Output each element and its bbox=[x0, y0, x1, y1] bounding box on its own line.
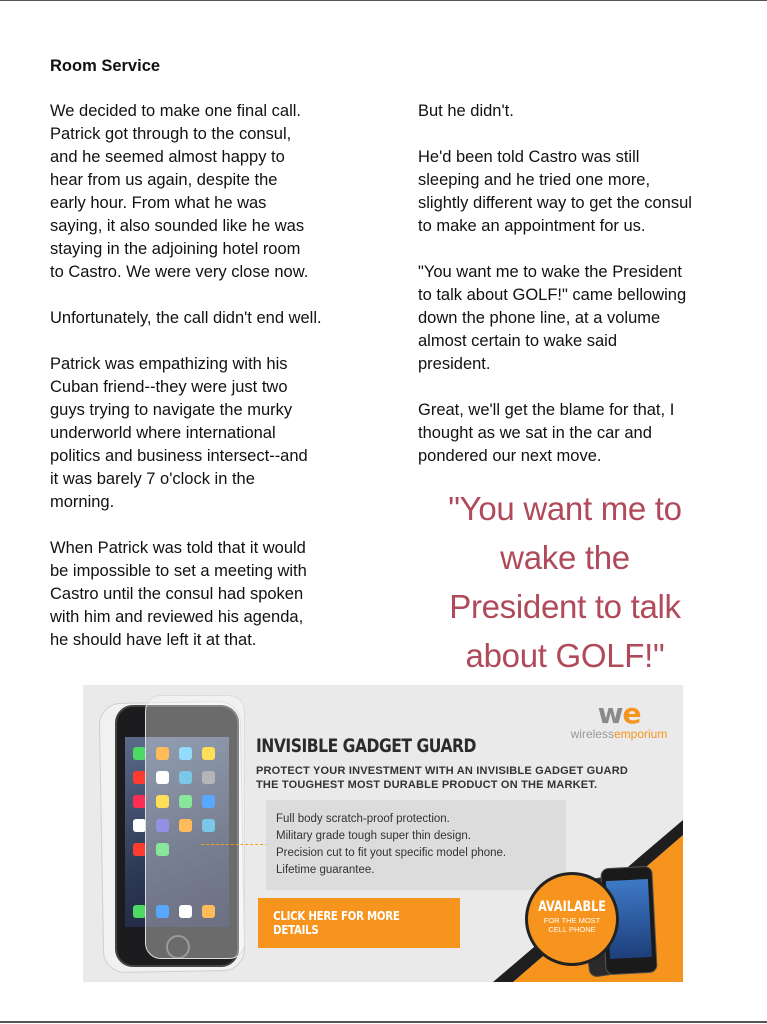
feature-item: Military grade tough super thin design. bbox=[276, 830, 471, 842]
logo-mark-w: w bbox=[597, 697, 623, 730]
left-column bbox=[50, 100, 380, 675]
paragraph: But he didn't. bbox=[418, 102, 514, 120]
bottom-border bbox=[0, 1021, 767, 1023]
available-badge bbox=[525, 872, 619, 966]
badge-caption: FOR THE MOST CELL PHONE bbox=[543, 916, 601, 934]
ad-title: INVISIBLE GADGET GUARD bbox=[256, 735, 476, 757]
more-details-label: CLICK HERE FOR MORE DETAILS bbox=[273, 909, 400, 937]
top-border bbox=[0, 0, 767, 1]
callout-line bbox=[201, 844, 273, 845]
pull-quote: "You want me to wake the President to talk about GOLF!" bbox=[448, 490, 682, 674]
screen-protector-overlay bbox=[145, 695, 245, 959]
feature-item: Full body scratch-proof protection. bbox=[276, 813, 450, 825]
brand-logo bbox=[565, 699, 673, 741]
paragraph: He'd been told Castro was still sleeping and he tried one more, slightly different way to get the consul to make an appointment for us. bbox=[418, 148, 692, 235]
logo-text-wireless: wireless bbox=[570, 727, 614, 741]
feature-item: Precision cut to fit yout specific model phone. bbox=[276, 847, 507, 859]
feature-list-box bbox=[266, 800, 566, 890]
feature-item: Lifetime guarantee. bbox=[276, 864, 375, 876]
paragraph: "You want me to wake the President to talk about GOLF!" came bellowing down the phone line, at a volume almost certain to wake said president. bbox=[418, 263, 687, 373]
paragraph: Great, we'll get the blame for that, I thought as we sat in the car and pondered our next move. bbox=[418, 401, 675, 465]
more-details-button[interactable] bbox=[258, 898, 460, 948]
paragraph: Patrick was empathizing with his Cuban friend--they were just two guys trying to navigate the murky underworld where international politics and business intersect--and it was barely 7 o'clock in the morning. bbox=[50, 355, 308, 511]
section-heading: Room Service bbox=[50, 57, 161, 75]
logo-text-emporium: emporium bbox=[613, 727, 668, 741]
paragraph: We decided to make one final call. Patrick got through to the consul, and he seemed almost happy to hear from us again, despite the early hour. From what he was saying, it also sounded like he was staying in the adjoining hotel room to Castro. We were very close now. bbox=[50, 102, 309, 281]
ad-banner[interactable] bbox=[83, 685, 683, 982]
ad-subtitle: PROTECT YOUR INVESTMENT WITH AN INVISIBLE GADGET GUARD THE TOUGHEST MOST DURABLE PRODUCT ON THE MARKET. bbox=[256, 765, 628, 791]
badge-title: AVAILABLE bbox=[538, 899, 606, 915]
paragraph: When Patrick was told that it would be impossible to set a meeting with Castro until the consul had spoken with him and reviewed his agenda, he should have left it at that. bbox=[50, 539, 307, 649]
right-column bbox=[418, 100, 738, 491]
logo-mark-e: e bbox=[622, 697, 641, 730]
paragraph: Unfortunately, the call didn't end well. bbox=[50, 309, 322, 327]
